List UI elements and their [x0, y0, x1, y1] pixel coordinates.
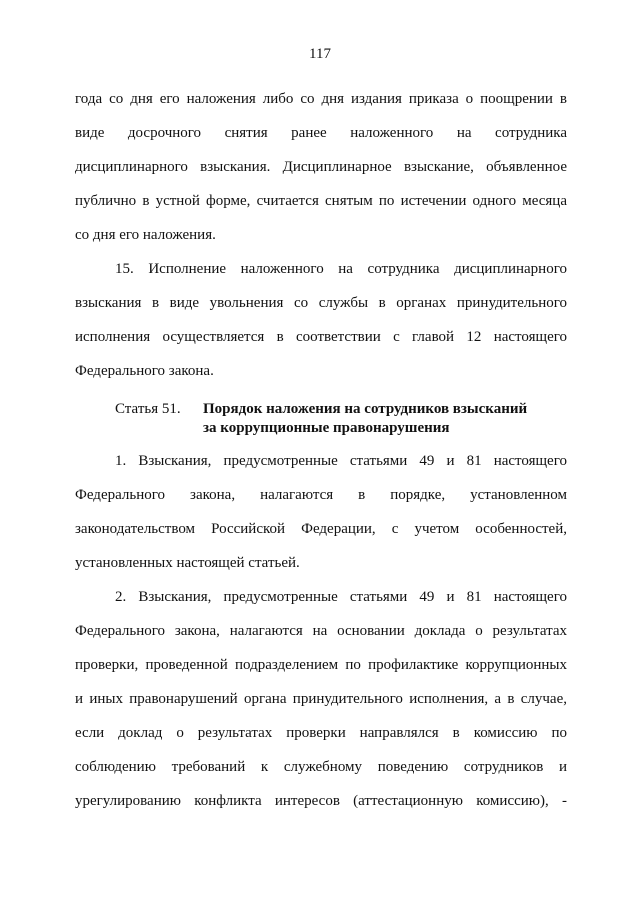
- document-body: [75, 82, 567, 818]
- text-line: проверки, проведенной подразделением по профилактике коррупционных: [75, 657, 567, 673]
- text-line: дисциплинарного взыскания. Дисциплинарное взыскание, объявленное: [75, 159, 567, 175]
- article-title: [203, 400, 527, 438]
- article-label: Статья 51.: [115, 401, 181, 417]
- article-title-line: за коррупционные правонарушения: [203, 420, 450, 436]
- paragraph-2: [75, 580, 567, 818]
- text-line: и иных правонарушений органа принудительного исполнения, а в случае,: [75, 691, 567, 707]
- text-line: Федерального закона, налагаются в порядке, установленном: [75, 487, 567, 503]
- text-line: 1. Взыскания, предусмотренные статьями 49 и 81 настоящего: [115, 453, 567, 469]
- paragraph-15: [75, 252, 567, 388]
- text-line: законодательством Российской Федерации, с учетом особенностей,: [75, 521, 567, 537]
- text-line: урегулированию конфликта интересов (аттестационную комиссию), -: [75, 793, 567, 809]
- text-line: исполнения осуществляется в соответствии с главой 12 настоящего: [75, 329, 567, 345]
- text-line: 15. Исполнение наложенного на сотрудника дисциплинарного: [115, 261, 567, 277]
- article-title-line: Порядок наложения на сотрудников взысканий: [203, 401, 528, 417]
- text-line: соблюдению требований к служебному поведению сотрудников и: [75, 759, 567, 775]
- text-line: 2. Взыскания, предусмотренные статьями 49 и 81 настоящего: [115, 589, 567, 605]
- text-line: Федерального закона.: [75, 363, 214, 379]
- text-line: года со дня его наложения либо со дня издания приказа о поощрении в: [75, 91, 567, 107]
- paragraph-continuation: [75, 82, 567, 252]
- spacer: [75, 388, 567, 398]
- paragraph-1: [75, 444, 567, 580]
- text-line: публично в устной форме, считается снятым по истечении одного месяца: [75, 193, 567, 209]
- text-line: если доклад о результатах проверки направлялся в комиссию по: [75, 725, 567, 741]
- page-number: 117: [309, 46, 331, 62]
- text-line: установленных настоящей статьей.: [75, 555, 300, 571]
- text-line: взыскания в виде увольнения со службы в органах принудительного: [75, 295, 567, 311]
- text-line: виде досрочного снятия ранее наложенного на сотрудника: [75, 125, 567, 141]
- text-line: со дня его наложения.: [75, 227, 216, 243]
- text-line: Федерального закона, налагаются на основании доклада о результатах: [75, 623, 567, 639]
- article-heading: [75, 400, 567, 438]
